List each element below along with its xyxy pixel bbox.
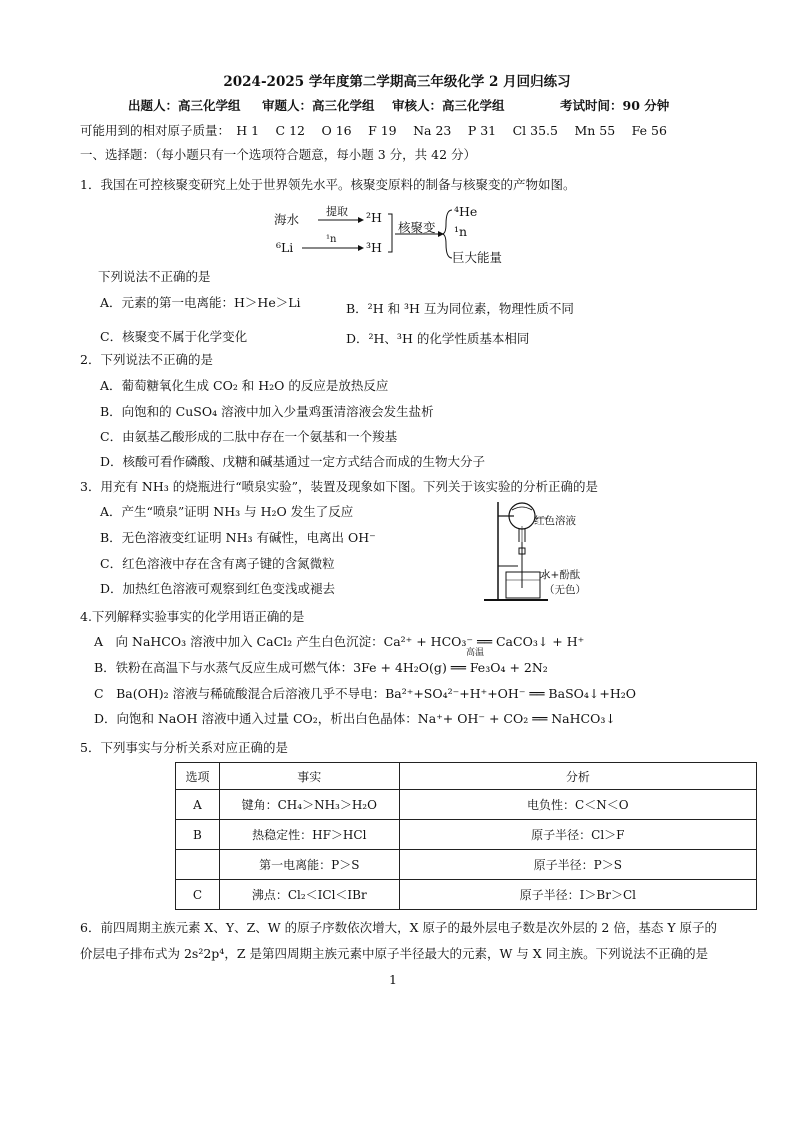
analysis-cell: 电负性：C＜N＜O [399, 790, 756, 820]
q4-option-d: D．向饱和 NaOH 溶液中通入过量 CO₂，析出白色晶体：Na⁺+ OH⁻ + CO₂ ══ NaHCO₃↓ [94, 711, 616, 726]
option-cell [176, 850, 220, 880]
q4-option-c: C Ba(OH)₂ 溶液与稀硫酸混合后溶液几乎不导电：Ba²⁺+SO₄²⁻+H⁺+OH⁻ ══ BaSO₄↓+H₂O [94, 686, 636, 701]
table-row [176, 850, 757, 880]
q4-option-b: B．铁粉在高温下与水蒸气反应生成可燃气体：3Fe + 4H₂O(g) ══ Fe₃O₄ + 2N₂ [94, 660, 548, 675]
red-solution-label: 红色溶液 [534, 515, 576, 527]
fountain-apparatus [478, 496, 598, 604]
q5-table [175, 762, 757, 910]
neutron-label: ¹n [326, 234, 337, 245]
header-cell: 分析 [399, 763, 756, 790]
q4-b-condition: 高温 [466, 648, 485, 658]
reviewer: 审题人：高三化学组 [262, 98, 375, 113]
q3-option-d: D．加热红色溶液可观察到红色变浅或褪去 [100, 581, 336, 596]
q4-option-a: A 向 NaHCO₃ 溶液中加入 CaCl₂ 产生白色沉淀：Ca²⁺ + HCO₃⁻ ══ CaCO₃↓ + H⁺ [94, 634, 585, 649]
fusion-label: 核聚变 [398, 220, 436, 235]
fact-cell: 热稳定性：HF＞HCl [219, 820, 399, 850]
atomic-masses: 可能用到的相对原子质量： H 1 C 12 O 16 F 19 Na 23 P 31 Cl 35.5 Mn 55 Fe 56 [80, 123, 667, 138]
li-label: ⁶Li [276, 240, 294, 255]
section-heading: 一、选择题：（每小题只有一个选项符合题意，每小题 3 分，共 42 分） [80, 147, 477, 162]
option-cell: C [176, 880, 220, 910]
q3-option-c: C．红色溶液中存在含有离子键的含氮微粒 [100, 556, 335, 571]
table-row [176, 790, 757, 820]
q1-stem: 1．我国在可控核聚变研究上处于世界领先水平。核聚变原料的制备与核聚变的产物如图。 [80, 177, 576, 192]
q6-line1: 6．前四周期主族元素 X、Y、Z、W 的原子序数依次增大，X 原子的最外层电子数是次外层的 2 倍，基态 Y 原子的 [80, 920, 718, 935]
analysis-cell: 原子半径：Cl＞F [399, 820, 756, 850]
q3-option-a: A．产生“喷泉”证明 NH₃ 与 H₂O 发生了反应 [100, 504, 354, 519]
setter: 出题人：高三化学组 [128, 98, 241, 113]
q1-option-c: C．核聚变不属于化学变化 [100, 329, 248, 344]
checker: 审核人：高三化学组 [392, 98, 505, 113]
energy-label: 巨大能量 [452, 250, 503, 265]
he-label: ⁴He [454, 204, 478, 219]
analysis-cell: 原子半径：I＞Br＞Cl [399, 880, 756, 910]
q2-option-c: C．由氨基乙酸形成的二肽中存在一个氨基和一个羧基 [100, 429, 398, 444]
fact-cell: 键角：CH₄＞NH₃＞H₂O [219, 790, 399, 820]
q5-stem: 5．下列事实与分析关系对应正确的是 [80, 740, 288, 755]
fact-cell: 沸点：Cl₂＜ICl＜IBr [219, 880, 399, 910]
exam-title: 2024-2025 学年度第二学期高三年级化学 2 月回归练习 [223, 74, 571, 90]
exam-time: 考试时间：90 分钟 [560, 98, 670, 113]
q1-option-d: D．²H、³H 的化学性质基本相同 [346, 331, 530, 346]
fact-cell: 第一电离能：P＞S [219, 850, 399, 880]
q2-stem: 2．下列说法不正确的是 [80, 352, 213, 367]
analysis-cell: 原子半径：P＞S [399, 850, 756, 880]
h3-label: ³H [366, 240, 382, 255]
option-cell: B [176, 820, 220, 850]
q3-option-b: B．无色溶液变红证明 NH₃ 有碱性，电离出 OH⁻ [100, 530, 376, 545]
header-cell: 选项 [176, 763, 220, 790]
q2-option-b: B．向饱和的 CuSO₄ 溶液中加入少量鸡蛋清溶液会发生盐析 [100, 404, 434, 419]
q2-option-a: A．葡萄糖氧化生成 CO₂ 和 H₂O 的反应是放热反应 [100, 378, 389, 393]
q1-option-a: A．元素的第一电离能：H＞He＞Li [100, 295, 301, 310]
option-cell: A [176, 790, 220, 820]
q6-line2: 价层电子排布式为 2s²2p⁴，Z 是第四周期主族元素中原子半径最大的元素，W 与 X 同主族。下列说法不正确的是 [80, 946, 709, 961]
table-row [176, 880, 757, 910]
q1-prompt: 下列说法不正确的是 [98, 269, 211, 284]
extract-label: 提取 [326, 205, 348, 218]
table-row [176, 820, 757, 850]
q3-stem: 3．用充有 NH₃ 的烧瓶进行“喷泉实验”，装置及现象如下图。下列关于该实验的分析正确的是 [80, 479, 599, 494]
page-number: 1 [389, 972, 397, 987]
h2-label: ²H [366, 210, 382, 225]
header-cell: 事实 [219, 763, 399, 790]
water-phenol-label: 水+酚酞 [540, 569, 581, 581]
q2-option-d: D．核酸可看作磷酸、戊糖和碱基通过一定方式结合而成的生物大分子 [100, 454, 486, 469]
q1-option-b: B．²H 和 ³H 互为同位素，物理性质不同 [346, 301, 574, 316]
colorless-label: （无色） [544, 584, 586, 596]
q1-diagram [270, 200, 530, 270]
n-label: ¹n [454, 224, 468, 239]
seawater-label: 海水 [274, 212, 300, 227]
q5-table-header [176, 763, 757, 790]
q4-stem: 4.下列解释实验事实的化学用语正确的是 [80, 609, 305, 624]
